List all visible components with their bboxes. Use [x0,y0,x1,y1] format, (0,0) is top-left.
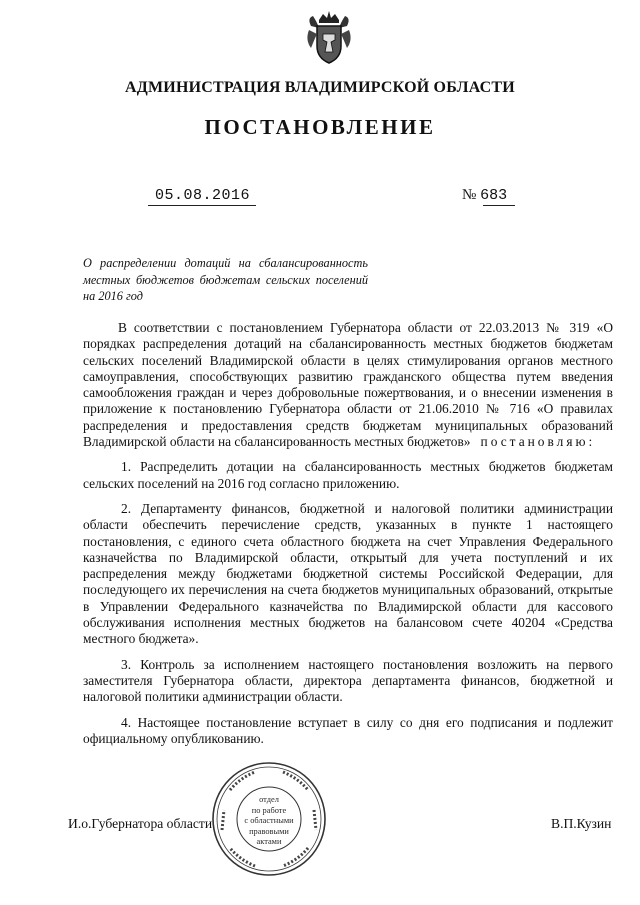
stamp-line: отдел [259,795,279,804]
document-number [462,187,507,204]
paragraph-2: 2. Департаменту финансов, бюджетной и налоговой политики администрации области обеспечить перечисление средств, указанных в пункте 1 настоящего постановления, с единого счета областного бюджета на счет Управления Федерального казначейства по Владимирской области, открытый для учета поступлений и их распределения между бюджетами бюджетной системы Российской Федерации, для последующего их перечисления на счета бюджетов муниципальных образований, открытые в Управлении Федерального казначейства по Владимирской области для кассового обслуживания исполнения местных бюджетов на балансовом счете 40204 «Средства местного бюджета». [83,500,613,647]
signatory-position: И.о.Губернатора области [68,816,213,831]
organization-name: АДМИНИСТРАЦИЯ ВЛАДИМИРСКОЙ ОБЛАСТИ [125,79,515,96]
intro-text: В соответствии с постановлением Губернатора области от 22.03.2013 № 319 «О порядках распределения дотаций на сбалансированность местных бюджетов бюджетам сельских поселений Владимирской области в целях стимулирования органов местного самоуправления, способствующих развитию гражданского общества путем введения самообложения граждан и через добровольные пожертвования, и о внесении изменения в приложение к постановлению Губернатора области от 21.06.2010 № 716 «О правилах распределения и предоставления средств бюджетам муниципальных образований Владимирской области на сбалансированность местных бюджетов» [83,320,613,450]
signatory-name: В.П.Кузин [551,816,612,831]
intro-paragraph [83,320,613,450]
document-subject: О распределении дотаций на сбалансированность местных бюджетов бюджетам сельских поселений на 2016 год [83,256,368,303]
paragraph-1: 1. Распределить дотации на сбалансированность местных бюджетов бюджетам сельских поселений на 2016 год согласно приложению. [83,459,613,491]
number-value: 683 [480,187,508,204]
stamp-text [228,795,310,848]
resolve-text: постановляю: [480,434,596,450]
date-underline [148,205,256,206]
paragraph-4: 4. Настоящее постановление вступает в силу со дня его подписания и подлежит официальному опубликованию. [83,714,613,746]
coat-of-arms-icon [305,8,353,66]
document-date: 05.08.2016 [155,187,251,204]
stamp-line: правовыми [249,826,289,836]
stamp-line: актами [256,837,282,847]
stamp-line: с областными [244,816,294,826]
paragraph-3: 3. Контроль за исполнением настоящего постановления возложить на первого заместителя Губернатора области, директора департамента финансов, бюджетной и налоговой политики администрации области. [83,656,613,705]
document-type: ПОСТАНОВЛЕНИЕ [204,115,436,139]
document-body [83,320,613,756]
number-underline [483,205,515,206]
number-prefix: № [462,187,477,203]
stamp-line: по работе [251,805,287,815]
